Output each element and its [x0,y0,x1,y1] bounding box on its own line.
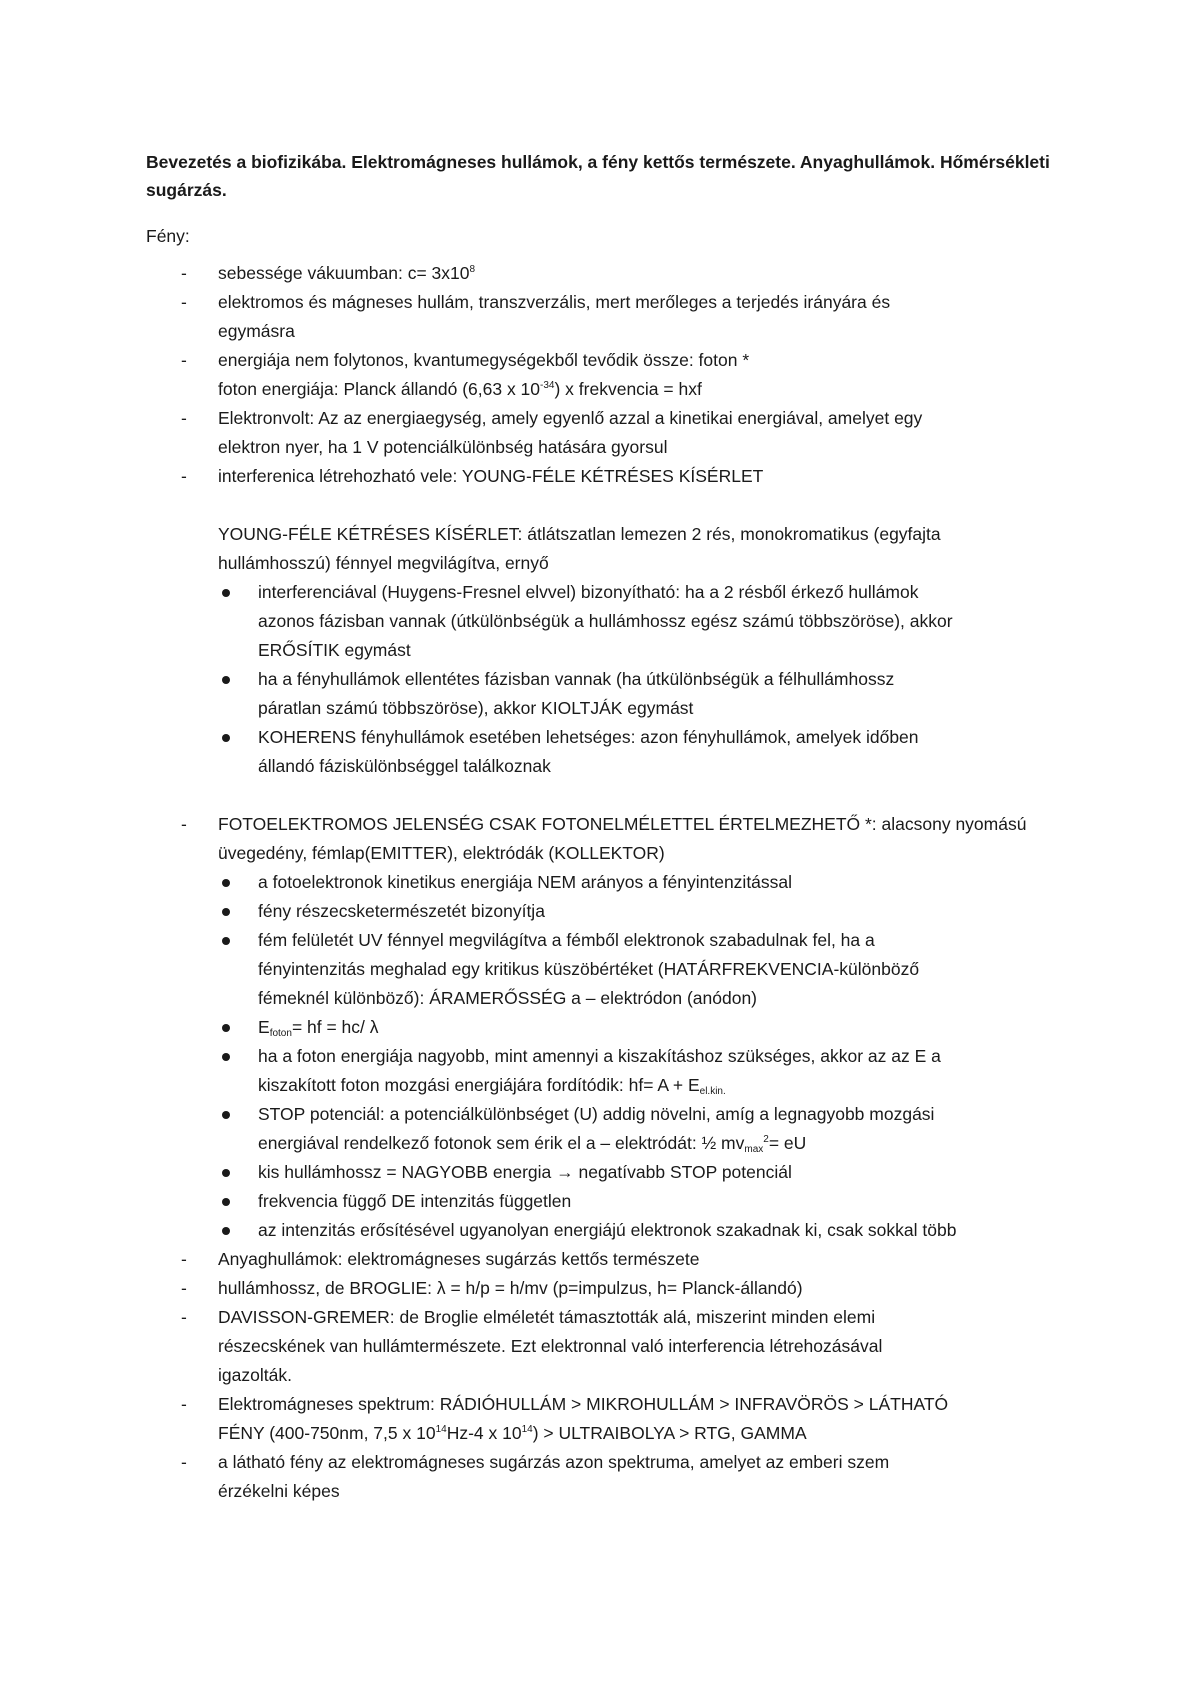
line-text: fém felületét UV fénnyel megvilágítva a fémből elektronok szabadulnak fel, ha a [258,930,875,950]
line-text: részecskének van hullámtermészete. Ezt elektronnal való interferencia létrehozásával [218,1336,883,1356]
line-text: érzékelni képes [218,1481,340,1501]
dash-marker: - [181,1394,187,1414]
bullet-marker [222,1169,230,1177]
line-text: igazolták. [218,1365,292,1385]
line-text: kis hullámhossz = NAGYOBB energia → negatívabb STOP potenciál [258,1162,792,1182]
line-text: Elektromágneses spektrum: RÁDIÓHULLÁM > MIKROHULLÁM > INFRAVÖRÖS > LÁTHATÓ [218,1394,949,1414]
line-text: azonos fázisban vannak (útkülönbségük a hullámhossz egész számú többszöröse), akkor [258,611,953,631]
bullet-marker [222,879,230,887]
line-text: FÉNY (400-750nm, 7,5 x $10^{14}Hz-4$ x $10^{14}$) > ULTRAIBOLYA > RTG, GAMMA [218,1423,807,1443]
line-text: fémeknél különböző): ÁRAMERŐSSÉG a – elektródon (anódon) [258,988,758,1008]
dash-marker: - [181,814,187,834]
line-text: sebessége vákuumban: $c= 3x10^8$ [218,263,476,283]
bullet-marker [222,676,230,684]
line-text: energiával rendelkező fotonok sem érik el a – elektródát: ½ $mv_{max}^2=$ eU [258,1133,807,1155]
bullet-marker [222,734,230,742]
dash-marker: - [181,408,187,428]
bullet-marker [222,1227,230,1235]
bullet-marker [222,908,230,916]
line-text: fény részecsketermészetét bizonyítja [258,901,545,921]
line-text: FOTOELEKTROMOS JELENSÉG CSAK FOTONELMÉLETTEL ÉRTELMEZHETŐ *: alacsony nyomású [218,814,1027,834]
line-text: fényintenzitás meghalad egy kritikus küszöbértéket (HATÁRFREKVENCIA-különböző [258,959,920,979]
line-text: Anyaghullámok: elektromágneses sugárzás kettős természete [218,1249,700,1269]
line-text: hullámhosszú) fénnyel megvilágítva, ernyő [218,553,549,573]
dash-marker: - [181,263,187,283]
line-text: üvegedény, fémlap(EMITTER), elektródák (KOLLEKTOR) [218,843,665,863]
line-text: egymásra [218,321,295,341]
section-heading: Fény: [146,226,190,246]
line-text: DAVISSON-GREMER: de Broglie elméletét támasztották alá, miszerint minden elemi [218,1307,876,1327]
document-title: Bevezetés a biofizikába. Elektromágneses hullámok, a fény kettős természete. Anyaghullámok. Hőmérsékleti sugárzás. [146,152,1050,200]
bullet-marker [222,589,230,597]
line-text: frekvencia függő DE intenzitás független [258,1191,572,1211]
line-text: energiája nem folytonos, kvantumegységekből tevődik össze: foton * [218,350,750,370]
line-text: állandó fáziskülönbséggel találkoznak [258,756,551,776]
dash-marker: - [181,1278,187,1298]
line-text: YOUNG-FÉLE KÉTRÉSES KÍSÉRLET: átlátszatlan lemezen 2 rés, monokromatikus (egyfajta [218,524,941,544]
line-text: elektromos és mágneses hullám, transzverzális, mert merőleges a terjedés irányára és [218,292,891,312]
bullet-marker [222,1024,230,1032]
line-text: KOHERENS fényhullámok esetében lehetséges: azon fényhullámok, amelyek időben [258,727,919,747]
dash-marker: - [181,1307,187,1327]
line-text: a látható fény az elektromágneses sugárzás azon spektruma, amelyet az emberi szem [218,1452,890,1472]
line-text: a fotoelektronok kinetikus energiája NEM arányos a fényintenzitással [258,872,793,892]
line-text: páratlan számú többszöröse), akkor KIOLTJÁK egymást [258,698,694,718]
bullet-marker [222,1111,230,1119]
line-text: hullámhossz, de BROGLIE: λ = h/p = h/mv (p=impulzus, h= Planck-állandó) [218,1278,803,1298]
dash-marker: - [181,1452,187,1472]
line-text: elektron nyer, ha 1 V potenciálkülönbség hatására gyorsul [218,437,668,457]
bullet-marker [222,937,230,945]
line-text: ERŐSÍTIK egymást [258,640,411,660]
line-text: foton energiája: Planck állandó (6,63 x $10^{-34}$) x frekvencia = hxf [218,379,702,399]
line-text: interferenica létrehozható vele: YOUNG-FÉLE KÉTRÉSES KÍSÉRLET [218,466,764,486]
line-text: interferenciával (Huygens-Fresnel elvvel) bizonyítható: ha a 2 résből érkező hullámok [258,582,919,602]
line-text: Elektronvolt: Az az energiaegység, amely egyenlő azzal a kinetikai energiával, amelyet egy [218,408,923,428]
line-text: $E_{foton}=$ hf = hc/ λ [258,1017,379,1039]
dash-marker: - [181,1249,187,1269]
bullet-marker [222,1053,230,1061]
dash-marker: - [181,350,187,370]
line-text: kiszakított foton mozgási energiájára fordítódik: $hf= A + E_{el.kin.}$ [258,1075,726,1097]
line-text: ha a fényhullámok ellentétes fázisban vannak (ha útkülönbségük a félhullámhossz [258,669,895,689]
dash-marker: - [181,292,187,312]
line-text: ha a foton energiája nagyobb, mint amennyi a kiszakításhoz szükséges, akkor az az E a [258,1046,941,1066]
bullet-marker [222,1198,230,1206]
line-text: STOP potenciál: a potenciálkülönbséget (U) addig növelni, amíg a legnagyobb mozgási [258,1104,935,1124]
line-text: az intenzitás erősítésével ugyanolyan energiájú elektronok szakadnak ki, csak sokkal több [258,1220,957,1240]
dash-marker: - [181,466,187,486]
